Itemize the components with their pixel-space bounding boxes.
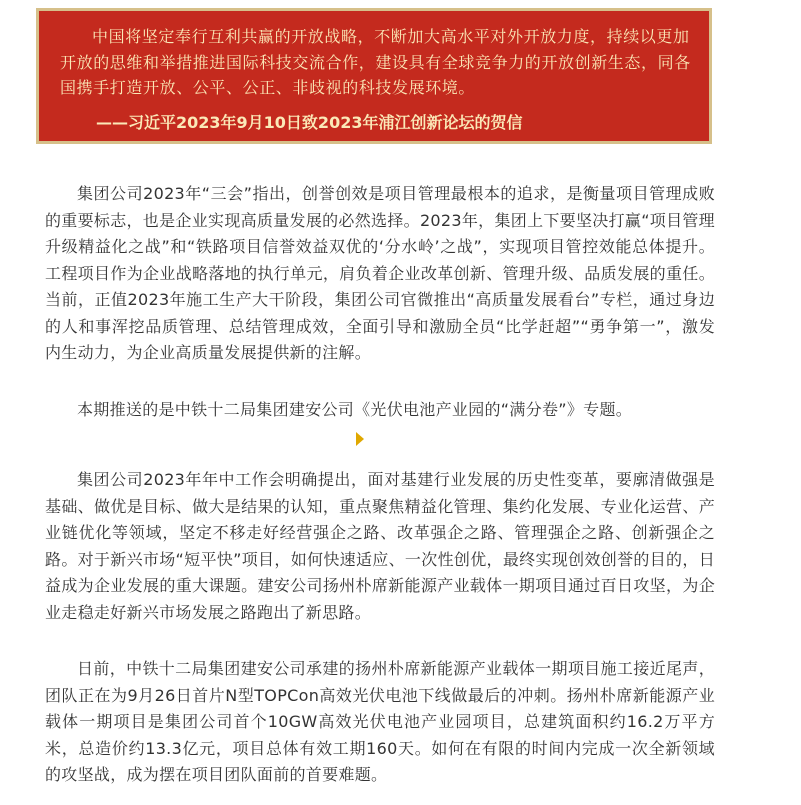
article-paragraph-2: 本期推送的是中铁十二局集团建安公司《光伏电池产业园的“满分卷”》专题。 <box>77 400 633 419</box>
quote-source: ——习近平2023年9月10日致2023年浦江创新论坛的贺信 <box>96 112 523 132</box>
article-paragraph-4: 日前，中铁十二局集团建安公司承建的扬州朴席新能源产业载体一期项目施工接近尾声，团队正在为9月26日首片N型TOPCon高效光伏电池下线做最后的冲刺。扬州朴席新能源产业载体一期项目是集团公司首个10GW高效光伏电池产业园项目，总建筑面积约16.2万平方米，总造价约13.3亿元，项目总体有效工期160天。如何在有限的时间内完成一次全新领域的攻坚战，成为摆在项目团队面前的首要难题。 <box>45 659 715 784</box>
article-paragraph-3: 集团公司2023年年中工作会明确提出，面对基建行业发展的历史性变革，要廓清做强是基础、做优是目标、做大是结果的认知，重点聚焦精益化管理、集约化发展、专业化运营、产业链优化等领域，坚定不移走好经营强企之路、改革强企之路、管理强企之路、创新强企之路。对于新兴市场“短平快”项目，如何快速适应、一次性创优，最终实现创效创誉的目的，日益成为企业发展的重大课题。建安公司扬州朴席新能源产业载体一期项目通过百日攻坚，为企业走稳走好新兴市场发展之路跑出了新思路。 <box>45 470 715 622</box>
triangle-right-icon <box>356 432 364 446</box>
article-paragraph-1: 集团公司2023年“三会”指出，创誉创效是项目管理最根本的追求，是衡量项目管理成败的重要标志，也是企业实现高质量发展的必然选择。2023年，集团上下要坚决打赢“项目管理升级精益化之战”和“铁路项目信誉效益双优的‘分水岭’之战”，实现项目管控效能总体提升。工程项目作为企业战略落地的执行单元，肩负着企业改革创新、管理升级、品质发展的重任。当前，正值2023年施工生产大干阶段，集团公司官微推出“高质量发展看台”专栏，通过身边的人和事浑挖品质管理、总结管理成效，全面引导和激励全员“比学赶超”“勇争第一”，激发内生动力，为企业高质量发展提供新的注解。 <box>45 184 715 362</box>
quote-text: 中国将坚定奉行互利共赢的开放战略，不断加大高水平对外开放力度，持续以更加开放的思维和举措推进国际科技交流合作，建设具有全球竞争力的开放创新生态，同各国携手打造开放、公平、公正、非歧视的科技发展环境。 <box>60 27 691 97</box>
quote-box <box>36 8 712 144</box>
